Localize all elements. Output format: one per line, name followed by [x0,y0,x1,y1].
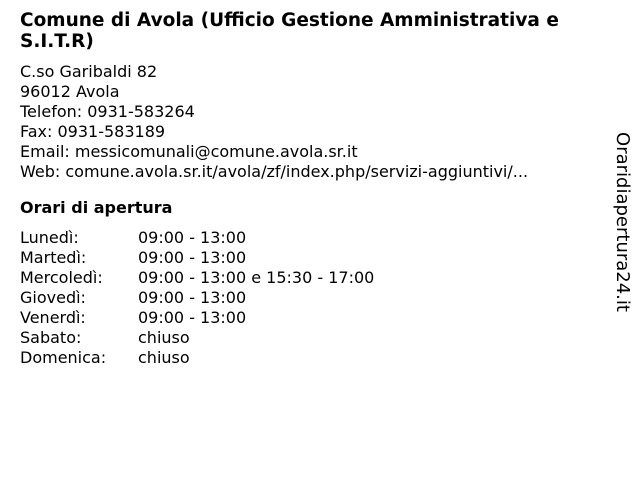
hours-time: 09:00 - 13:00 [138,308,247,327]
phone-line: Telefon: 0931-583264 [20,102,195,121]
hours-day: Sabato: [20,328,82,347]
hours-row [20,228,610,248]
email-line: Email: messicomunali@comune.avola.sr.it [20,142,358,161]
web-line: Web: comune.avola.sr.it/avola/zf/index.php/servizi-aggiuntivi/... [20,162,529,181]
hours-row [20,268,610,288]
hours-day: Giovedì: [20,288,86,307]
hours-table [20,228,610,368]
hours-row [20,248,610,268]
hours-row [20,288,610,308]
hours-time: 09:00 - 13:00 [138,228,247,247]
fax-line: Fax: 0931-583189 [20,122,166,141]
address-city: 96012 Avola [20,82,120,101]
address-street: C.so Garibaldi 82 [20,62,158,81]
hours-time: 09:00 - 13:00 [138,248,247,267]
hours-day: Lunedì: [20,228,79,247]
site-watermark: Oraridiapertura24.it [612,132,633,312]
hours-time: 09:00 - 13:00 [138,288,247,307]
hours-heading: Orari di apertura [20,198,173,217]
business-title: Comune di Avola (Ufficio Gestione Amministrativa e S.I.T.R) [20,10,559,52]
hours-row [20,308,610,328]
hours-row [20,348,610,368]
hours-day: Mercoledì: [20,268,103,287]
hours-row [20,328,610,348]
hours-day: Martedì: [20,248,87,267]
hours-day: Domenica: [20,348,107,367]
hours-time: chiuso [138,348,190,367]
hours-day: Venerdì: [20,308,86,327]
business-card [20,10,610,368]
hours-time: 09:00 - 13:00 e 15:30 - 17:00 [138,268,375,287]
hours-time: chiuso [138,328,190,347]
contact-block [20,62,610,182]
